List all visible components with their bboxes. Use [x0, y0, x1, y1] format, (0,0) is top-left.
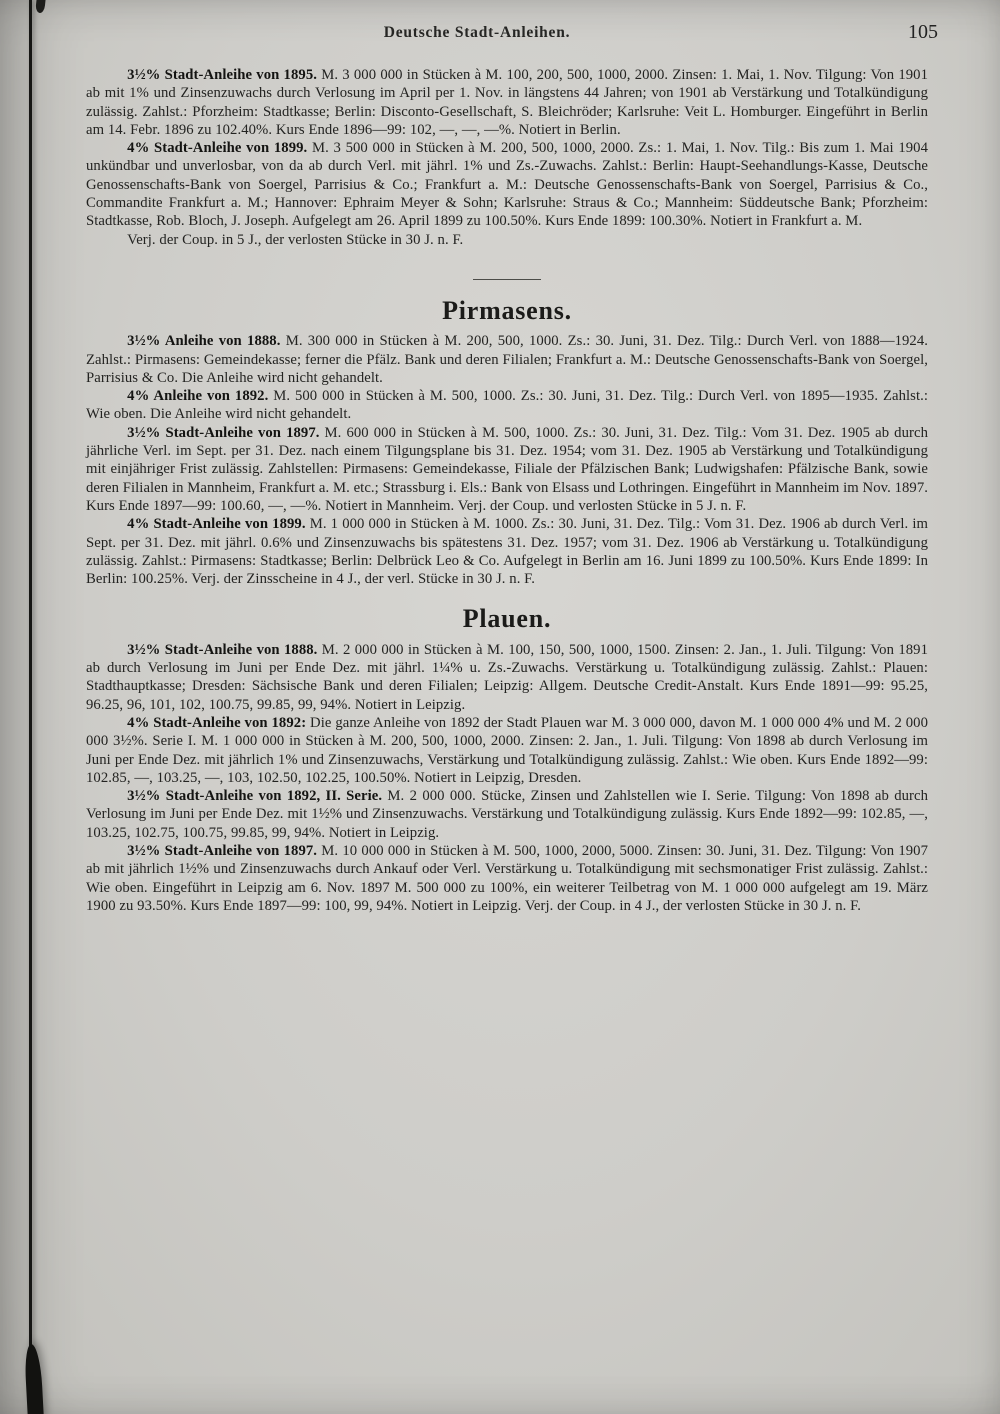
- bond-entry: [86, 332, 928, 387]
- bond-entry: [86, 787, 928, 842]
- bond-entry-text: Verj. der Coup. in 5 J., der verlosten Stücke in 30 J. n. F.: [127, 231, 464, 248]
- bond-entry: [86, 387, 928, 424]
- running-title: Deutsche Stadt-Anleihen.: [383, 24, 571, 41]
- bond-entry-text: M. 3 500 000 in Stücken à M. 200, 500, 1000, 2000. Zs.: 1. Mai, 1. Nov. Tilg.: Bis zum 1. Mai 1904 unkündbar und unverlosbar, von da ab durch Verl. mit jährl. 1% und Zs.-Zuwachs. Zahlst.: Berlin: Haupt-Seehandlungs-Kasse, Deutsche Genossenschafts-Bank von Soergel, Parrisius & Co.; Frankfurt a. M.: Deutsche Genossenschafts-Bank von Soergel, Parrisius & Co., Commandite Frankfurt a. M.; Hannover: Ephraim Meyer & Sohn; Karlsruhe: Straus & Co.; Mannheim: Süddeutsche Bank; Pforzheim: Stadtkasse, Rob. Bloch, J. Joseph. Aufgelegt am 26. April 1899 zu 100.50%. Kurs Ende 1899: 100.30%. Notiert in Frankfurt a. M.: [86, 140, 928, 230]
- bond-entry-title: 3½% Stadt-Anleihe von 1892, II. Serie.: [127, 788, 383, 805]
- bond-entry: [86, 66, 928, 139]
- bond-entry: [86, 714, 928, 787]
- page-header: [86, 21, 938, 50]
- scan-mark-top: [35, 0, 46, 13]
- bond-entry-text: Die ganze Anleihe von 1892 der Stadt Plauen war M. 3 000 000, davon M. 1 000 000 4% und M. 2 000 000 3½%. Serie I. M. 1 000 000 in Stücken à M. 200, 500, 1000, 2000. Zinsen: 2. Jan., 1. Juli. Tilgung: Von 1898 ab durch Verlosung im Juni per Ende Dez. mit jährlich 1% und Zinsenzuwachs, Verstärkung und Totalkündigung zulässig. Zahlst.: Wie oben. Kurs Ende 1892—99: 102.85, —, 103.25, —, 103, 102.50, 102.25, 100.50%. Notiert in Leipzig, Dresden.: [86, 714, 928, 786]
- page-number: 105: [908, 21, 938, 43]
- bond-entry: [86, 641, 928, 714]
- bond-entry: [86, 424, 928, 515]
- bond-entry: [86, 515, 928, 588]
- bond-entry-text: M. 2 000 000 in Stücken à M. 100, 150, 500, 1000, 1500. Zinsen: 2. Jan., 1. Juli. Tilgung: Von 1891 ab durch Verlosung im Juni per Ende Dez. mit jährl. 1¼% u. Zs.-Zuwachs. Verstärkung u. Totalkündigung zulässig. Zahlst.: Plauen: Stadthauptkasse; Dresden: Sächsische Bank und deren Filialen; Leipzig: Allgem. Deutsche Credit-Anstalt. Kurs Ende 1891—99: 95.25, 96.25, 96, 101, 102, 100.75, 99.85, 99, 94%. Notiert in Leipzig.: [86, 641, 929, 713]
- bond-entry-text: M. 500 000 in Stücken à M. 500, 1000. Zs.: 30. Juni, 31. Dez. Tilg.: Durch Verl. von 1895—1935. Zahlst.: Wie oben. Die Anleihe wird nicht gehandelt.: [86, 388, 928, 423]
- binding-edge-line: [29, 0, 32, 1414]
- bond-entry-title: 3½% Stadt-Anleihe von 1897.: [127, 424, 320, 441]
- bond-entry-title: 4% Anleihe von 1892.: [127, 388, 269, 405]
- bond-entry-title: 4% Stadt-Anleihe von 1892:: [127, 714, 307, 731]
- bond-entry-title: 4% Stadt-Anleihe von 1899.: [127, 516, 306, 533]
- bond-entry-text: M. 300 000 in Stücken à M. 200, 500, 1000. Zs.: 30. Juni, 31. Dez. Tilg.: Durch Verl. von 1888—1924. Zahlst.: Pirmasens: Gemeindekasse; ferner die Pfälz. Bank und deren Filialen; Frankfurt a. M.: Deutsche Genossenschafts-Bank von Soergel, Parrisius & Co. Die Anleihe wird nicht gehandelt.: [86, 333, 929, 386]
- bond-entry-title: 3½% Stadt-Anleihe von 1888.: [127, 641, 318, 658]
- bond-entry-text: M. 2 000 000. Stücke, Zinsen und Zahlstellen wie I. Serie. Tilgung: Von 1898 ab durch Verlosung im Juni per Ende Dez. mit 1½% und Zinsenzuwachs. Verstärkung und Totalkündigung zulässig. Kurs Ende 1892—99: 102.85, —, 103.25, 102.75, 100.75, 99.85, 99, 94%. Notiert in Leipzig.: [86, 788, 929, 841]
- bond-entry-text: M. 600 000 in Stücken à M. 500, 1000. Zs.: 30. Juni, 31. Dez. Tilg.: Vom 31. Dez. 1905 ab durch jährliche Verl. im Sept. per 31. Dez. nach einem Tilgungsplane bis 31. Dez. 1954; vom 31. Dez. 1905 ab Verstärkung und Totalkündigung mit einjähriger Frist zulässig. Zahlstellen: Pirmasens: Gemeindekasse, Filiale der Pfälzischen Bank; Ludwigshafen: Pfälzische Bank, sowie deren Filialen in Mannheim, Frankfurt a. M. etc.; Strassburg i. Els.: Bank von Elsass und Lothringen. Eingeführt in Mannheim im Nov. 1897. Kurs Ende 1897—99: 100.60, —, —%. Notiert in Mannheim. Verj. der Coup. und verlosten Stücke in 5 J. n. F.: [86, 424, 928, 514]
- bond-entry-text: M. 3 000 000 in Stücken à M. 100, 200, 500, 1000, 2000. Zinsen: 1. Mai, 1. Nov. Tilgung: Von 1901 ab mit 1% und Zinsenzuwachs durch Verlosung im April per 1. Nov. in längstens 44 Jahren; von 1901 ab Verstärkung und Totalkündigung zulässig. Zahlst.: Pforzheim: Stadtkasse; Berlin: Disconto-Gesellschaft, S. Bleichröder; Karlsruhe: Veit L. Homburger. Eingeführt in Berlin am 14. Febr. 1896 zu 102.40%. Kurs Ende 1896—99: 102, —, —, —%. Notiert in Berlin.: [86, 67, 928, 138]
- bond-entry: [86, 842, 928, 915]
- section-divider: [473, 279, 541, 280]
- bond-entry-text: M. 10 000 000 in Stücken à M. 500, 1000, 2000, 5000. Zinsen: 30. Juni, 31. Dez. Tilgung: Von 1907 ab mit jährlich 1½% und Zinsenzuwachs durch Ankauf oder Verl. Verstärkung u. Totalkündigung mit sechsmonatiger Frist zulässig. Zahlst.: Wie oben. Eingeführt in Leipzig am 6. Nov. 1897 M. 500 000 zu 100%, ein weiterer Teilbetrag von M. 1 000 000 aufgelegt am 19. März 1900 zu 93.50%. Kurs Ende 1897—99: 100, 99, 94%. Notiert in Leipzig. Verj. der Coup. in 4 J., der verlosten Stücke in 30 J. n. F.: [86, 842, 928, 914]
- bond-entry-title: 3½% Anleihe von 1888.: [127, 333, 281, 350]
- bond-entry-text: M. 1 000 000 in Stücken à M. 1000. Zs.: 30. Juni, 31. Dez. Tilg.: Vom 31. Dez. 1906 ab durch Verl. im Sept. per 31. Dez. mit jährl. 0.6% und Zinsenzuwachs bis spätestens 31. Dez. 1957; vom 31. Dez. 1906 ab Verstärkung u. Totalkündigung zulässig. Zahlst.: Pirmasens: Stadtkasse; Berlin: Delbrück Leo & Co. Aufgelegt in Berlin am 16. Juni 1899 zu 100.50%. Kurs Ende 1899: In Berlin: 100.25%. Verj. der Zinsscheine in 4 J., der verl. Stücke in 30 J. n. F.: [86, 516, 928, 588]
- bond-entry-title: 4% Stadt-Anleihe von 1899.: [127, 140, 308, 157]
- bond-entry: [86, 139, 928, 230]
- page-content: [86, 66, 928, 915]
- section-heading-plauen: Plauen.: [462, 604, 552, 634]
- scan-mark-bottom: [24, 1344, 44, 1414]
- section-heading-pirmasens: Pirmasens.: [442, 295, 572, 325]
- bond-entry-note: [86, 231, 928, 249]
- bond-entry-title: 3½% Stadt-Anleihe von 1895.: [127, 67, 317, 83]
- bond-entry-title: 3½% Stadt-Anleihe von 1897.: [127, 842, 318, 859]
